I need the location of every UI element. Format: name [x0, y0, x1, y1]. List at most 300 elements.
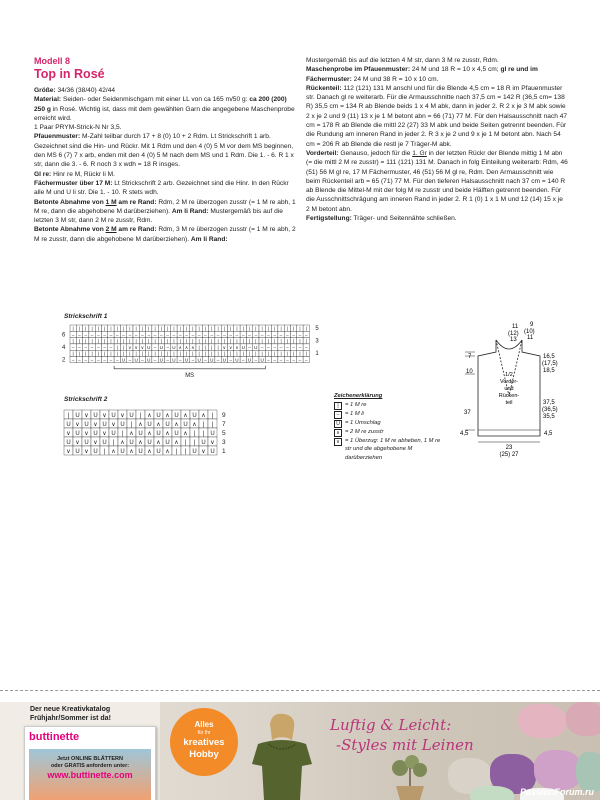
chart1-symbol: | — [280, 338, 282, 344]
chart2-symbol: ∧ — [147, 413, 152, 419]
chart2-symbol: | — [67, 413, 70, 419]
chart1-symbol: | — [198, 326, 200, 331]
chart2-symbol: U — [192, 413, 197, 419]
yarn-ball — [534, 750, 582, 790]
material-text: Seiden- oder Seidenmischgarn mit einer LL von ca 165 m/50 g: — [62, 96, 248, 104]
chart1-symbol: | — [185, 326, 188, 331]
ad-online-text — [30, 756, 150, 779]
chart2-symbol: ∧ — [201, 413, 206, 419]
legend-item — [334, 428, 444, 437]
ad-online-line2: oder GRATIS anfordern unter: — [50, 763, 130, 769]
chart1-symbol: | — [223, 326, 225, 331]
chart1-symbol: | — [78, 351, 81, 357]
chart1-symbol: – — [191, 357, 195, 363]
chart2-label: Strickschrift 2 — [64, 396, 108, 403]
chart1-symbol: | — [198, 338, 200, 344]
chart1-symbol: – — [216, 357, 220, 363]
dim-top-right-b: (10) — [524, 329, 535, 335]
chart1-symbol: | — [154, 326, 156, 331]
chart1-symbol: | — [223, 338, 225, 344]
dim-right-a2: (17,5) — [542, 361, 558, 367]
chart1-symbol: | — [179, 338, 181, 344]
yarn-ball — [518, 704, 566, 738]
chart1-symbol: – — [298, 357, 302, 363]
chart1-symbol: ∨ — [140, 344, 145, 350]
fertig-label: Fertigstellung: — [306, 215, 352, 223]
chart1-symbol: – — [185, 332, 188, 338]
chart1-symbol: | — [104, 351, 106, 357]
chart1-symbol: | — [293, 351, 295, 357]
chart2-symbol: ∨ — [75, 422, 80, 428]
chart1-symbol: | — [122, 351, 125, 357]
dim-right-a3: 18,5 — [543, 368, 555, 374]
badge-line2: für Ihr — [197, 730, 211, 736]
chart2-symbol: U — [138, 431, 143, 437]
chart1-row-number: 2 — [62, 357, 66, 364]
chart2-symbol: U — [138, 449, 143, 455]
chart1-label: Strickschrift 1 — [64, 313, 108, 320]
chart1-symbol: – — [216, 332, 220, 338]
chart1-symbol: – — [273, 344, 277, 350]
chart1-symbol: | — [211, 351, 213, 357]
chart1-symbol: – — [304, 344, 308, 350]
chart2-row-number: 7 — [222, 421, 226, 428]
pfauen-label: Pfauenmuster: — [34, 133, 81, 141]
chart1-symbol: – — [273, 357, 277, 363]
chart1-symbol: | — [211, 326, 213, 331]
yarn-ball — [470, 786, 514, 800]
chart1-symbol: – — [191, 332, 195, 338]
ad-url[interactable]: www.buttinette.com — [47, 770, 133, 780]
chart2-symbol: U — [84, 440, 89, 446]
chart1-symbol: ∨ — [128, 344, 132, 350]
chart1-symbol: ∨ — [228, 344, 233, 350]
chart1-symbol: – — [273, 332, 277, 338]
chart1-symbol: | — [217, 351, 219, 357]
chart1-symbol: – — [90, 344, 94, 350]
chart1-symbol: – — [97, 357, 100, 363]
chart1-symbol: | — [274, 326, 276, 331]
divider — [0, 690, 600, 691]
chart1-symbol: | — [135, 326, 137, 331]
chart1-symbol: ∧ — [178, 344, 182, 350]
chart1-symbol: – — [235, 332, 239, 338]
chart1-symbol: | — [280, 326, 282, 331]
chart1-symbol: – — [248, 344, 251, 350]
chart1-symbol: | — [129, 326, 131, 331]
chart1-symbol: | — [242, 338, 244, 344]
chart1-symbol: – — [197, 332, 201, 338]
chart2-symbol: ∨ — [93, 440, 98, 446]
chart1-symbol: – — [260, 332, 264, 338]
chart1-symbol: – — [241, 332, 245, 338]
chart1-symbol: | — [116, 344, 118, 350]
chart1-symbol: | — [135, 338, 137, 344]
ms-bracket — [114, 366, 265, 369]
chart1-symbol: – — [204, 357, 207, 363]
chart1-symbol: | — [217, 338, 219, 344]
chart1-symbol: U — [172, 344, 176, 350]
pattern-title: Top in Rosé — [34, 67, 105, 81]
chart2-symbol: ∧ — [129, 431, 134, 437]
chart1-symbol: – — [279, 332, 283, 338]
fertig-text: Träger- und Seitennähte schließen. — [353, 215, 457, 223]
chart2-symbol: ∨ — [210, 440, 215, 446]
chart2-symbol: ∨ — [111, 422, 116, 428]
center-3: und — [504, 386, 514, 392]
chart1-symbol: | — [236, 338, 238, 344]
vorder-label: Vorderteil: — [306, 149, 339, 157]
gl-text: Hinr re M, Rückr li M. — [53, 170, 115, 178]
chart1-symbol: | — [97, 351, 99, 357]
chart1-symbol: | — [97, 338, 99, 344]
chart1-symbol: – — [292, 357, 295, 363]
ad-headline-2: -Styles mit Leinen — [336, 736, 474, 754]
chart1-symbol: – — [178, 357, 182, 363]
chart1-symbol: – — [141, 357, 144, 363]
chart1-symbol: | — [255, 351, 257, 357]
maschenprobe2-label: gl re und im Fächermuster: — [306, 66, 538, 83]
chart1-symbol: | — [261, 351, 263, 357]
chart2-symbol: U — [66, 440, 71, 446]
chart2-symbol: U — [66, 422, 71, 428]
chart2-symbol: ∨ — [66, 449, 71, 455]
chart1-symbol: | — [85, 326, 87, 331]
chart1-symbol: | — [110, 326, 112, 331]
chart2-symbol: ∧ — [192, 422, 197, 428]
chart2-symbol: U — [102, 422, 107, 428]
chart1-symbol: | — [72, 351, 74, 357]
chart1-symbol: ∨ — [134, 344, 138, 350]
chart2-symbol: | — [103, 449, 106, 455]
chart1-symbol: ∨ — [222, 344, 227, 350]
chart2-symbol: ∧ — [165, 431, 170, 437]
legend-item — [334, 401, 444, 410]
chart1-symbol: | — [141, 326, 144, 331]
chart1-symbol: | — [122, 338, 125, 344]
chart1-symbol: | — [192, 338, 194, 344]
faecher-label: Fächermuster über 17 M: — [34, 179, 113, 187]
betonte1-label2: am re Rand: — [118, 198, 157, 206]
chart1-symbol: | — [293, 326, 295, 331]
chart1-symbol: – — [103, 357, 106, 363]
chart1-symbol: U — [222, 357, 227, 363]
dim-bottom-a: 23 — [505, 445, 513, 451]
chart2-symbol: | — [121, 431, 124, 437]
chart1-symbol: U — [235, 357, 239, 363]
hobby-badge — [170, 708, 238, 776]
chart1-row-number: 5 — [315, 326, 319, 332]
chart2-symbol: ∧ — [183, 413, 188, 419]
chart1-symbol: – — [122, 332, 125, 338]
maschenprobe-label: Maschenprobe im Pfauenmuster: — [306, 66, 411, 74]
size-value: 34/36 (38/40) 42/44 — [57, 87, 116, 94]
chart1-symbol: – — [84, 344, 88, 350]
chart1-symbol: | — [192, 326, 194, 331]
chart1-symbol: | — [167, 338, 169, 344]
chart1-symbol: | — [267, 338, 270, 344]
chart1-symbol: | — [97, 326, 99, 331]
legend — [334, 392, 444, 462]
chart2-symbol: U — [84, 422, 89, 428]
chart1-symbol: | — [217, 344, 219, 350]
chart2-symbol: U — [183, 422, 188, 428]
chart1-symbol: – — [97, 332, 100, 338]
chart1-symbol: U — [197, 357, 201, 363]
center-5: teil — [505, 400, 513, 406]
chart2-symbol: ∨ — [66, 431, 71, 437]
chart2-symbol: | — [202, 422, 205, 428]
betonte1-li-text: Mustergemäß bis auf die letzten 3 M str, dann 2 M re zusstr, Rdm. — [34, 207, 283, 225]
vorder-u: 1. Gr — [412, 149, 427, 157]
chart1-symbol: | — [255, 338, 257, 344]
chart2-symbol: U — [111, 431, 116, 437]
chart1-symbol: | — [261, 338, 263, 344]
chart1-symbol: | — [179, 326, 181, 331]
chart1-symbol: U — [159, 357, 164, 363]
chart1-symbol: – — [115, 332, 119, 338]
chart1-symbol: – — [229, 357, 232, 363]
chart2-symbol: U — [75, 449, 80, 455]
chart1-symbol: | — [129, 351, 131, 357]
chart2-symbol: ∨ — [84, 431, 89, 437]
chart1-symbol: | — [286, 351, 288, 357]
ad-headline-1: Luftig & Leicht: — [330, 716, 452, 734]
chart2-row-number: 1 — [222, 448, 226, 455]
chart2-symbol: ∨ — [84, 449, 89, 455]
chart1-row-number: 6 — [62, 332, 66, 339]
chart1-symbol: – — [84, 357, 88, 363]
chart2-symbol: ∧ — [147, 431, 152, 437]
chart1-symbol: – — [128, 332, 132, 338]
chart1-symbol: U — [260, 357, 264, 363]
chart1-symbol: | — [248, 338, 251, 344]
legend-item — [334, 410, 444, 419]
dim-left-37: 37 — [464, 410, 471, 416]
chart2-symbol: | — [193, 440, 196, 446]
chart1-symbol: – — [286, 344, 289, 350]
chart2-symbol: U — [102, 440, 107, 446]
size-label: Größe: — [34, 87, 56, 94]
chart2-symbol: ∨ — [201, 449, 206, 455]
chart2-symbol: | — [184, 449, 187, 455]
chart1-symbol: – — [286, 357, 289, 363]
center-2: Vorder- — [499, 379, 519, 385]
chart2-symbol: ∧ — [120, 440, 125, 446]
chart1-symbol: | — [91, 326, 93, 331]
vorder-a: Genauso, jedoch für die — [340, 149, 411, 157]
chart1-symbol: – — [78, 332, 81, 338]
chart1-symbol: | — [160, 351, 162, 357]
chart1-symbol: | — [167, 326, 169, 331]
legend-text: = 1 M li — [345, 410, 364, 417]
chart2-symbol: ∧ — [174, 422, 179, 428]
chart2-row-number: 9 — [222, 412, 226, 419]
chart1-symbol: | — [185, 351, 188, 357]
needles: 1 Paar PRYM-Strick-N Nr 3,5. — [34, 124, 122, 132]
dim-right-a1: 16,5 — [543, 354, 555, 360]
right-column — [306, 56, 568, 223]
chart1-symbol: – — [147, 332, 151, 338]
gl-label: Gl re: — [34, 170, 52, 178]
chart1-symbol: | — [236, 326, 238, 331]
chart1-symbol: U — [247, 357, 252, 363]
chart1-symbol: | — [204, 344, 207, 350]
chart2-symbol: U — [165, 440, 170, 446]
chart1-symbol: | — [173, 326, 175, 331]
chart1-symbol: – — [160, 332, 163, 338]
chart1-symbol: | — [160, 326, 162, 331]
chart1-symbol: | — [148, 326, 150, 331]
chart1-symbol: – — [241, 357, 245, 363]
left-column — [34, 86, 296, 244]
ad-katalog-line1: Der neue Kreativkatalog — [30, 706, 111, 713]
center-1: 1/2 — [505, 372, 513, 378]
chart1-symbol: | — [122, 326, 125, 331]
chart2-symbol: U — [156, 431, 161, 437]
dim-bottom-b: (25) 27 — [499, 452, 519, 458]
chart1-symbol: | — [242, 351, 244, 357]
chart1-symbol: – — [248, 332, 251, 338]
chart1-symbol: | — [91, 351, 93, 357]
dim-top-left-b: (12) — [508, 331, 519, 337]
chart1-symbol: | — [141, 338, 144, 344]
chart2-symbol: | — [211, 422, 214, 428]
chart1-row-number: 3 — [315, 338, 319, 345]
material-label: Material: — [34, 96, 62, 104]
legend-item — [334, 419, 444, 428]
betonte1-label: Betonte Abnahme von — [34, 198, 104, 206]
chart2-symbol: | — [211, 413, 214, 419]
chart1-symbol: | — [78, 326, 81, 331]
chart1-symbol: U — [210, 357, 214, 363]
chart1-symbol: | — [211, 338, 213, 344]
k2tog-icon: ∧ — [334, 429, 342, 437]
chart1-symbol: – — [298, 332, 302, 338]
badge-line3: kreatives — [183, 737, 225, 748]
chart1-symbol: | — [148, 338, 150, 344]
chart1-symbol: – — [204, 332, 207, 338]
model-photo — [232, 712, 332, 800]
chart1-symbol: ∧ — [191, 344, 195, 350]
chart1-symbol: | — [104, 338, 106, 344]
chart2-symbol: U — [129, 440, 134, 446]
chart2-symbol: U — [192, 449, 197, 455]
faecher-text: Lt Strickschrift 2 arb. Gezeichnet sind die Hinr. In den Rückr alle M und U li str. Die 1. - 10. R stets wdh. — [34, 179, 289, 197]
potted-tree — [380, 754, 440, 800]
chart1-symbol: | — [230, 326, 232, 331]
chart2-symbol: ∨ — [93, 422, 98, 428]
chart1-symbol: – — [279, 357, 283, 363]
chart1-symbol: – — [254, 332, 258, 338]
chart2-symbol: | — [130, 422, 133, 428]
betonte1-li-label: Am li Rand: — [171, 207, 209, 215]
chart2-symbol: ∨ — [102, 413, 107, 419]
ruecken-label: Rückenteil: — [306, 84, 342, 92]
maschenprobe-text: 24 M und 18 R = 10 x 4,5 cm; — [411, 66, 499, 74]
chart2-symbol: | — [202, 431, 205, 437]
dim-right-b2: (36,5) — [542, 407, 558, 413]
chart1-symbol: – — [292, 332, 295, 338]
chart1-symbol: | — [223, 351, 225, 357]
chart1-symbol: – — [103, 332, 106, 338]
chart2-symbol: | — [112, 440, 115, 446]
chart1-symbol: – — [260, 344, 264, 350]
chart1-symbol: – — [153, 357, 157, 363]
chart1-symbol: | — [248, 351, 251, 357]
chart1-symbol: – — [71, 344, 75, 350]
chart1-symbol: | — [154, 351, 156, 357]
chart2-symbol: U — [174, 431, 179, 437]
yarn-ball — [566, 702, 600, 736]
knitting-chart-1 — [60, 322, 320, 384]
chart2-symbol: ∧ — [138, 422, 143, 428]
chart1-symbol: | — [280, 351, 282, 357]
chart2-symbol: | — [184, 440, 187, 446]
chart2-symbol: ∨ — [75, 440, 80, 446]
chart2-symbol: ∧ — [183, 431, 188, 437]
chart1-symbol: – — [115, 357, 119, 363]
chart2-symbol: | — [139, 413, 142, 419]
chart1-symbol: – — [153, 344, 157, 350]
chart1-symbol: U — [241, 344, 245, 350]
purl-icon: – — [334, 411, 342, 419]
ms-label: MS — [185, 372, 195, 379]
model-number: Modell 8 — [34, 56, 71, 66]
chart1-symbol: – — [166, 332, 169, 338]
yarn-over-icon: U — [334, 420, 342, 428]
chart2-symbol: U — [75, 431, 80, 437]
r-first: Mustergemäß bis auf die letzten 4 M str, dann 3 M re zusstr, Rdm. — [306, 57, 499, 64]
dim-top-right-c: 11 — [527, 335, 534, 341]
chart2-symbol: ∧ — [165, 413, 170, 419]
chart1-symbol: | — [305, 326, 307, 331]
chart1-symbol: | — [173, 351, 175, 357]
chart1-symbol: | — [230, 351, 232, 357]
watermark: PassionForum.ru — [519, 787, 594, 797]
chart1-symbol: | — [305, 338, 307, 344]
chart1-symbol: – — [223, 332, 226, 338]
dim-right-b3: 35,5 — [543, 414, 555, 420]
material-amount: ca 200 (200) 250 g — [34, 96, 287, 113]
dim-right-b1: 37,5 — [543, 400, 555, 406]
chart1-symbol: | — [129, 338, 131, 344]
chart1-symbol: U — [254, 344, 258, 350]
chart1-symbol: – — [298, 344, 302, 350]
chart1-symbol: – — [153, 332, 157, 338]
dim-left-45: 4,5 — [460, 431, 469, 437]
ad-katalog-line2: Frühjahr/Sommer ist da! — [30, 715, 111, 722]
legend-text: = 1 Überzug: 1 M re abheben, 1 M re str und die abgehobene M darüberziehen — [345, 437, 441, 461]
chart1-symbol: – — [71, 357, 75, 363]
ruecken-text: 112 (121) 131 M anschl und für die Blende 4,5 cm = 18 R im Pfauenmuster str. Danach gl re weiterarb. Für die Armausschnitte nach 37,5 cm = 142 R (36,5 cm= 138 R) 35,5 cm = 134 R ab Blende beids 1 x 4 M abk, dann in jeder 2. R 2 x je 3 M abk sowie 2 x je 2 und 9 (11) 13 x je 1 M betont abn = 66 (71) 77 M. Für den Halsausschnitt nach 47 cm = 178 R ab Blende die mittl 22 (27) 33 M abk und beide Seiten getrennt beenden. Für die Rundung am inneren Rand in jeder 2. R 3 x je 2 und 9 x je 1 M betont abn. Nach 54 cm = 206 R ab Blende die restl je 7 Träger-M abk. — [306, 84, 568, 148]
yarn-ball — [576, 752, 600, 792]
chart2-symbol: ∧ — [156, 440, 161, 446]
buttinette-logo: buttinette — [29, 731, 80, 743]
betonte1-text: Rdm, 2 M re überzogen zusstr (= 1 M re abh, 1 M re, dann die abgehobene M darüberziehen). — [34, 198, 296, 215]
chart2-symbol: ∧ — [156, 422, 161, 428]
chart1-symbol: – — [90, 357, 94, 363]
legend-text: = 1 M re — [345, 401, 367, 408]
chart1-symbol: | — [116, 338, 118, 344]
dim-top-left-c: 13 — [510, 337, 517, 343]
chart1-symbol: | — [198, 344, 200, 350]
knit-icon: | — [334, 402, 342, 410]
chart1-symbol: – — [109, 332, 113, 338]
chart2-symbol: U — [156, 413, 161, 419]
legend-text: = 2 M re zusstr — [345, 428, 384, 435]
chart2-symbol: U — [147, 422, 152, 428]
